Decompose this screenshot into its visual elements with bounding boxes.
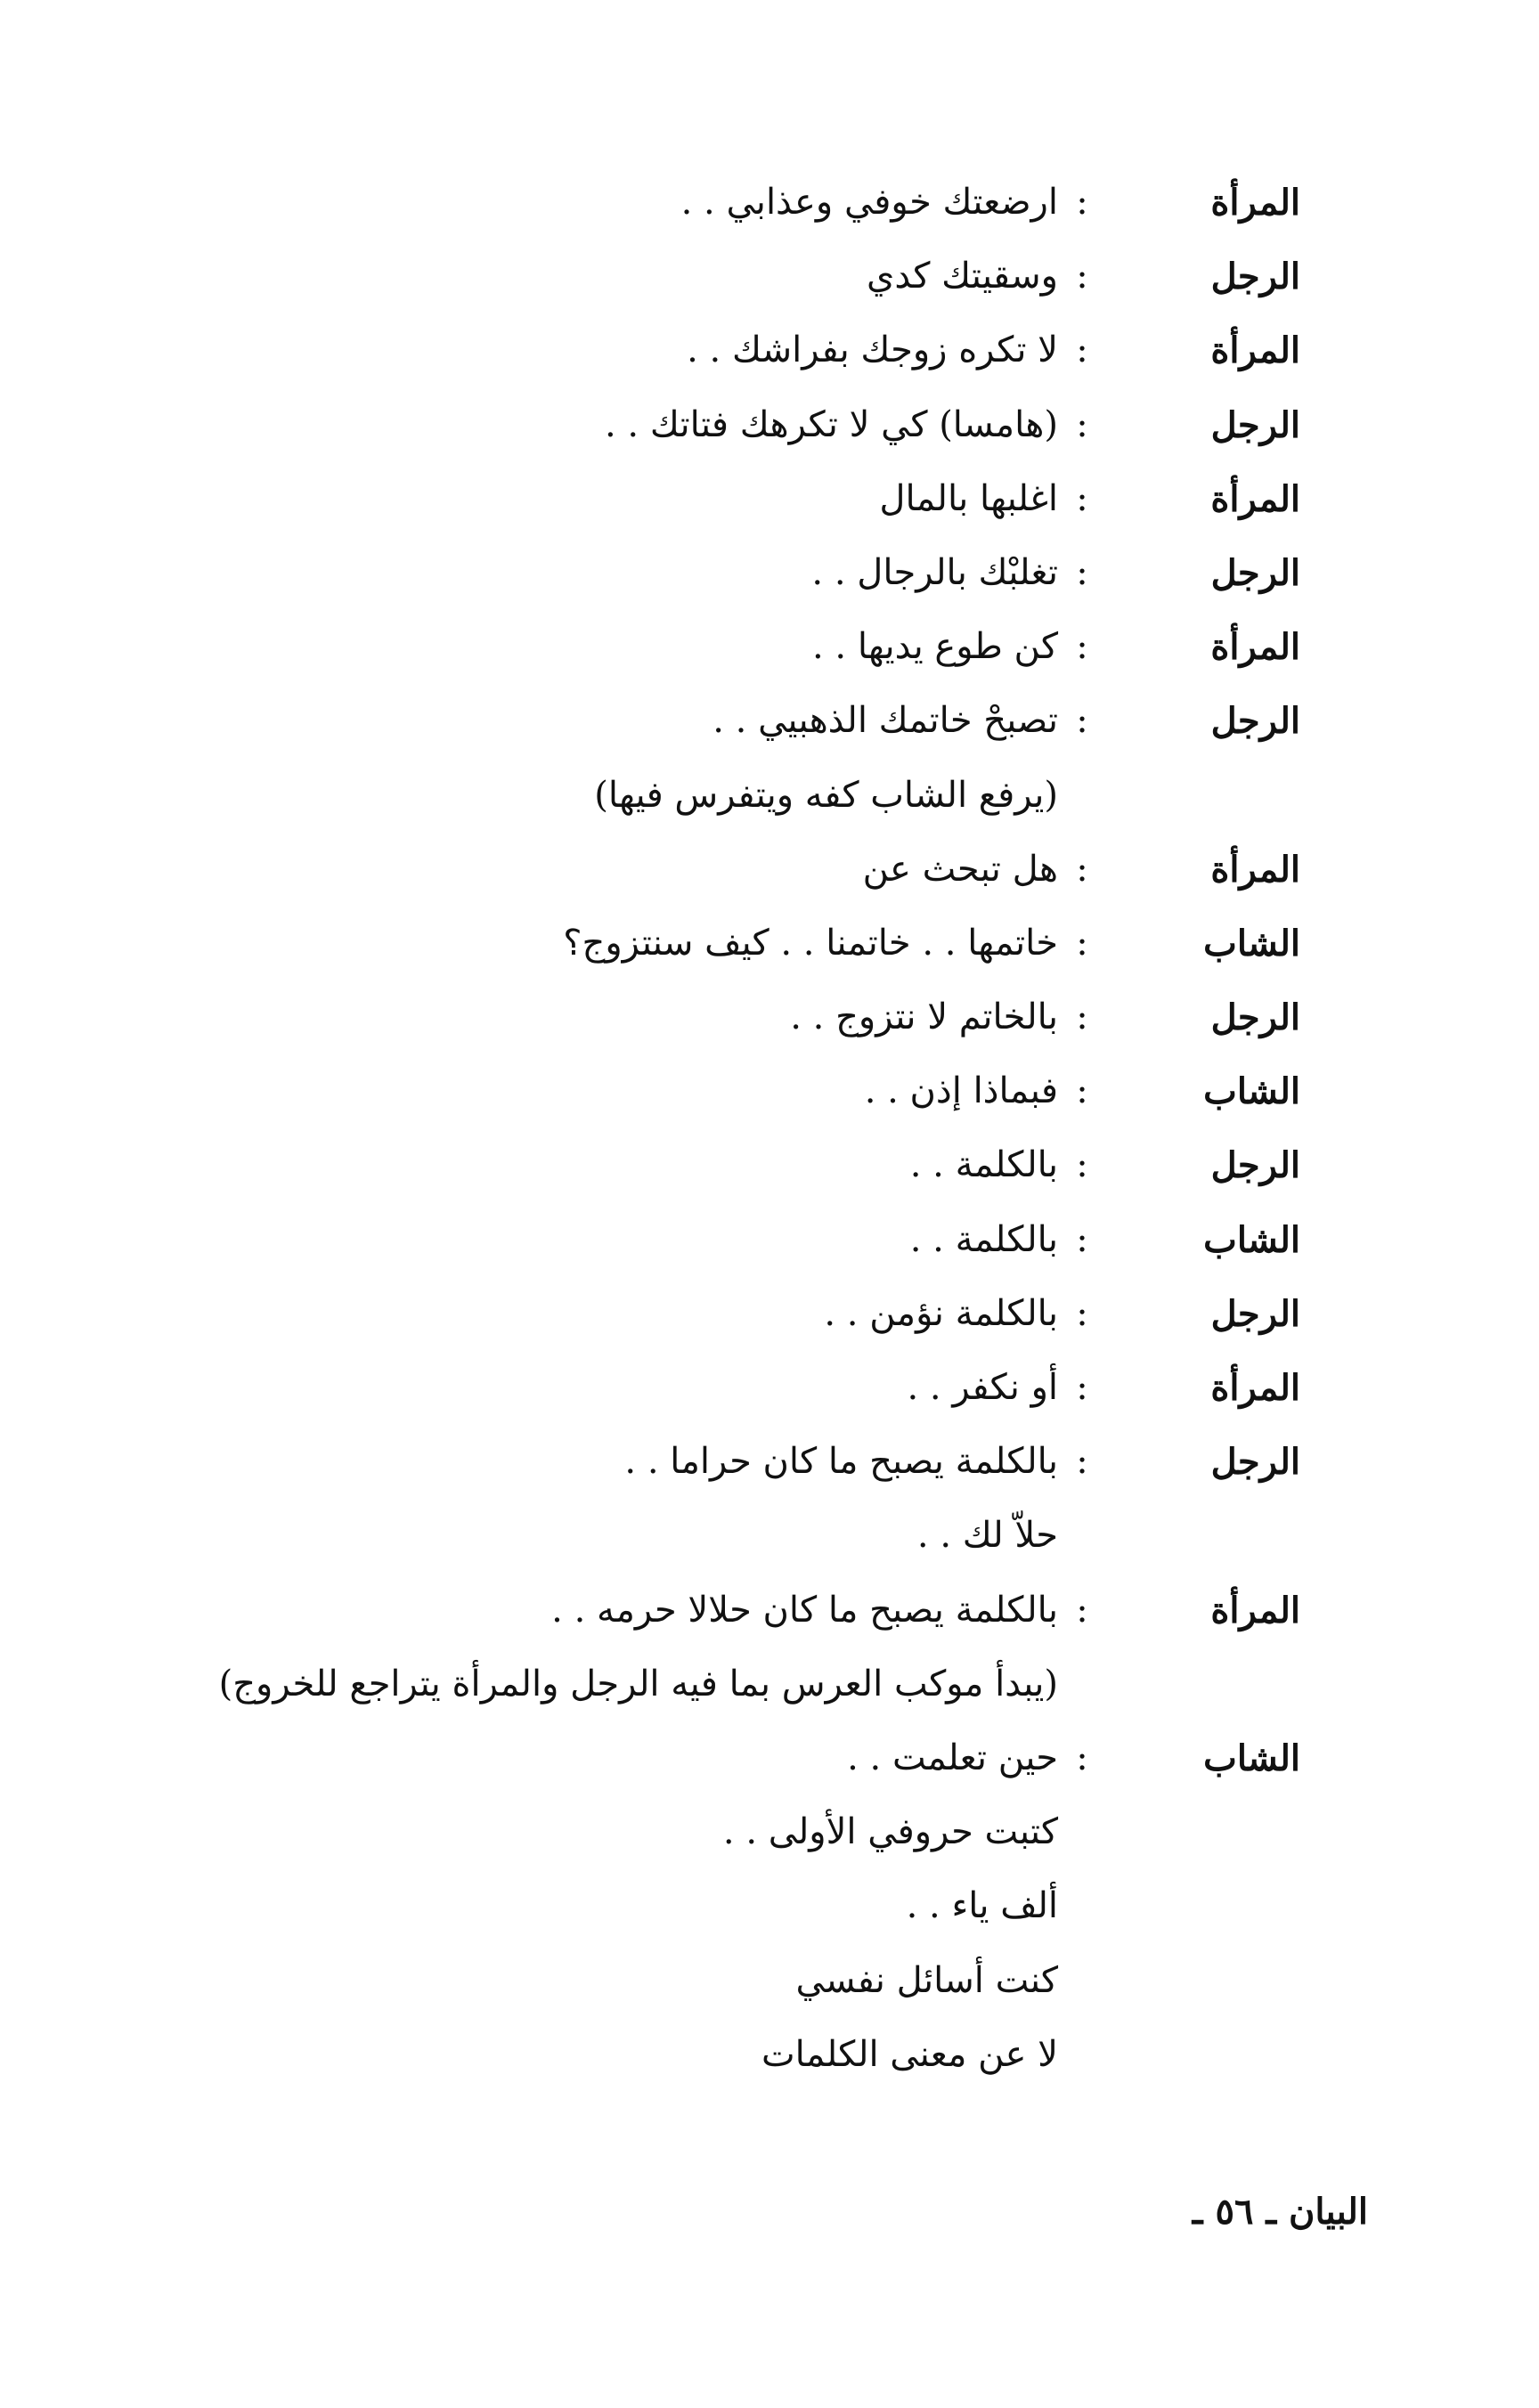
speaker-name: المرأة [1210, 1367, 1300, 1409]
dialogue-text: تصبحْ خاتمك الذهبيي . . [712, 700, 1058, 742]
dialogue-line [0, 1203, 1300, 1277]
dialogue-text: بالخاتم لا نتزوج . . [790, 997, 1058, 1038]
speaker-name: المرأة [1210, 182, 1300, 224]
speaker-colon: : [1076, 997, 1088, 1038]
dialogue-line [0, 1277, 1300, 1351]
speaker-name: الشاب [1203, 1737, 1300, 1779]
speaker-name: الشاب [1203, 922, 1300, 964]
speaker-colon: : [1076, 1441, 1088, 1483]
speaker-colon: : [1076, 551, 1088, 593]
speaker-name: المرأة [1210, 477, 1300, 520]
speaker-name: المرأة [1210, 848, 1300, 891]
continuation-line [0, 2018, 1300, 2092]
dialogue-line [0, 610, 1300, 684]
speaker-name: الرجل [1210, 551, 1300, 594]
dialogue-text: بالكلمة يصبح ما كان حلالا حرمه . . [551, 1589, 1058, 1631]
speaker-colon: : [1076, 1737, 1088, 1778]
dialogue-text: أو نكفر . . [907, 1367, 1058, 1408]
dialogue-line [0, 240, 1300, 313]
speaker-colon: : [1076, 1367, 1088, 1408]
speaker-colon: : [1076, 1144, 1088, 1186]
dialogue-line [0, 536, 1300, 610]
dialogue-line [0, 684, 1300, 758]
continuation-text: لا عن معنى الكلمات [761, 2033, 1058, 2075]
continuation-text: ألف ياء . . [906, 1885, 1058, 1927]
stage-direction [0, 759, 1300, 833]
dialogue-line [0, 1574, 1300, 1647]
dialogue-line [0, 980, 1300, 1054]
continuation-line [0, 1795, 1300, 1869]
speaker-colon: : [1076, 329, 1088, 371]
speaker-colon: : [1076, 626, 1088, 668]
dialogue-text: فبماذا إذن . . [864, 1070, 1058, 1112]
dialogue-text: تغلبْك بالرجال . . [811, 551, 1058, 593]
speaker-colon: : [1076, 700, 1088, 742]
dialogue-line [0, 1351, 1300, 1425]
speaker-name: الرجل [1210, 700, 1300, 743]
dialogue-line [0, 313, 1300, 387]
speaker-colon: : [1076, 922, 1088, 964]
continuation-text: كنت أسائل نفسي [795, 1959, 1058, 2001]
speaker-name: الرجل [1210, 1292, 1300, 1335]
continuation-line [0, 1499, 1300, 1573]
dialogue-line [0, 388, 1300, 462]
speaker-colon: : [1076, 848, 1088, 890]
dialogue-text: وسقيتك كدي [867, 256, 1058, 297]
speaker-name: الرجل [1210, 1144, 1300, 1187]
speaker-colon: : [1076, 1292, 1088, 1334]
speaker-name: المرأة [1210, 626, 1300, 669]
dialogue-text: ارضعتك خوفي وعذابي . . [680, 182, 1058, 223]
speaker-name: الشاب [1203, 1218, 1300, 1261]
speaker-name: المرأة [1210, 1589, 1300, 1631]
page-footer: البيان ـ ٥٦ ـ [1192, 2191, 1368, 2233]
speaker-colon: : [1076, 1070, 1088, 1112]
dialogue-text: بالكلمة يصبح ما كان حراما . . [624, 1441, 1058, 1483]
dialogue-text: لا تكره زوجك بفراشك . . [687, 329, 1058, 371]
speaker-colon: : [1076, 1218, 1088, 1260]
dialogue-line [0, 462, 1300, 536]
continuation-text: حلاّ لك . . [916, 1515, 1058, 1557]
speaker-name: المرأة [1210, 329, 1300, 372]
stage-direction-text: (يبدأ موكب العرس بما فيه الرجل والمرأة يتراجع للخروج) [218, 1663, 1058, 1704]
dialogue-text: خاتمها . . خاتمنا . . كيف سنتزوج؟ [563, 922, 1058, 964]
dialogue-text: هل تبحث عن [862, 848, 1058, 890]
continuation-line [0, 1944, 1300, 2018]
speaker-colon: : [1076, 1589, 1088, 1631]
dialogue-text: كن طوع يديها . . [811, 626, 1058, 668]
dialogue-text: بالكلمة . . [909, 1218, 1058, 1260]
dialogue-line [0, 1425, 1300, 1499]
dialogue-text: بالكلمة نؤمن . . [824, 1292, 1058, 1334]
speaker-name: الرجل [1210, 1441, 1300, 1484]
speaker-colon: : [1076, 477, 1088, 519]
speaker-colon: : [1076, 182, 1088, 223]
dialogue-line [0, 1128, 1300, 1202]
speaker-colon: : [1076, 256, 1088, 297]
continuation-line [0, 1869, 1300, 1943]
dialogue-text: حين تعلمت . . [847, 1737, 1058, 1778]
continuation-text: كتبت حروفي الأولى . . [722, 1811, 1058, 1853]
dialogue-text: (هامسا) كي لا تكرهك فتاتك . . [604, 403, 1058, 445]
speaker-name: الرجل [1210, 997, 1300, 1039]
stage-direction-text: (يرفع الشاب كفه ويتفرس فيها) [594, 774, 1058, 816]
speaker-name: الرجل [1210, 256, 1300, 298]
speaker-name: الشاب [1203, 1070, 1300, 1113]
stage-direction [0, 1647, 1300, 1721]
dialogue-line [0, 1721, 1300, 1795]
dialogue-text: اغلبها بالمال [879, 477, 1058, 519]
dialogue-line [0, 1054, 1300, 1128]
play-script [0, 166, 1300, 2092]
speaker-name: الرجل [1210, 403, 1300, 446]
dialogue-line [0, 907, 1300, 980]
dialogue-text: بالكلمة . . [909, 1144, 1058, 1186]
dialogue-line [0, 833, 1300, 907]
dialogue-line [0, 166, 1300, 240]
speaker-colon: : [1076, 403, 1088, 445]
